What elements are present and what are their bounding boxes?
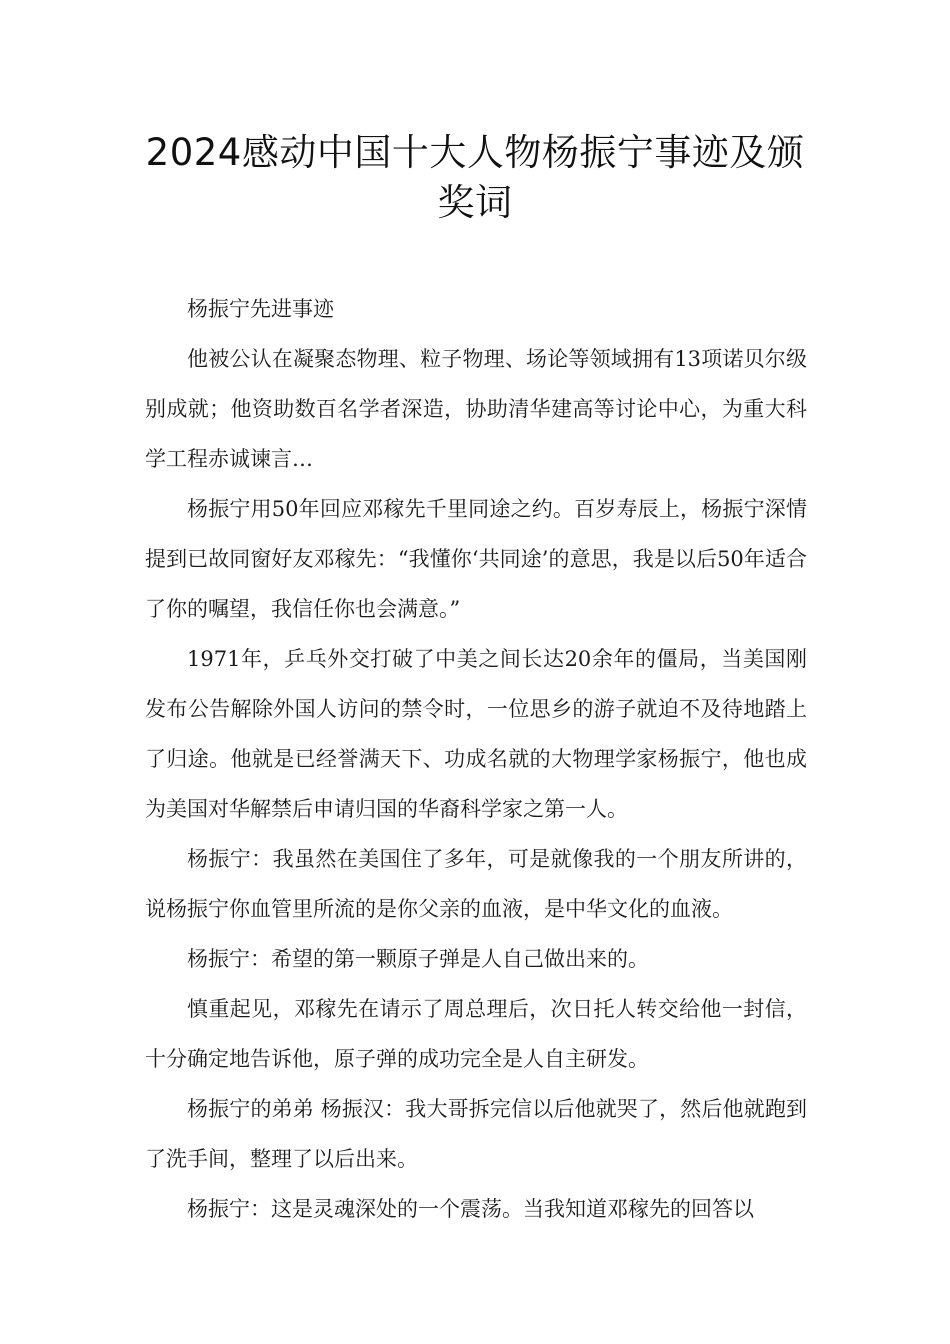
document-body [145, 284, 807, 1234]
paragraph: 1971年，乒乓外交打破了中美之间长达20余年的僵局，当美国刚发布公告解除外国人访问的禁令时，一位思乡的游子就迫不及待地踏上了归途。他就是已经誉满天下、功成名就的大物理学家杨振宁，他也成为美国对华解禁后申请归国的华裔科学家之第一人。 [145, 647, 807, 821]
paragraph: 杨振宁：这是灵魂深处的一个震荡。当我知道邓稼先的回答以 [187, 1197, 754, 1221]
paragraph: 杨振宁的弟弟 杨振汉：我大哥拆完信以后他就哭了，然后他就跑到了洗手间，整理了以后出来。 [145, 1097, 807, 1171]
paragraph: 杨振宁：希望的第一颗原子弹是人自己做出来的。 [187, 947, 649, 971]
paragraph: 他被公认在凝聚态物理、粒子物理、场论等领域拥有13项诺贝尔级别成就；他资助数百名学者深造，协助清华建高等讨论中心，为重大科学工程赤诚谏言… [145, 347, 807, 471]
paragraph: 慎重起见，邓稼先在请示了周总理后，次日托人转交给他一封信，十分确定地告诉他，原子弹的成功完全是人自主研发。 [145, 997, 807, 1071]
paragraph-heading: 杨振宁先进事迹 [187, 297, 334, 321]
paragraph: 杨振宁：我虽然在美国住了多年，可是就像我的一个朋友所讲的，说杨振宁你血管里所流的是你父亲的血液，是中华文化的血液。 [145, 847, 807, 921]
paragraph: 杨振宁用50年回应邓稼先千里同途之约。百岁寿辰上，杨振宁深情提到已故同窗好友邓稼先：“我懂你‘共同途’的意思，我是以后50年适合了你的嘱望，我信任你也会满意。” [145, 497, 807, 621]
document-title: 2024感动中国十大人物杨振宁事迹及颁奖词 [145, 131, 805, 224]
